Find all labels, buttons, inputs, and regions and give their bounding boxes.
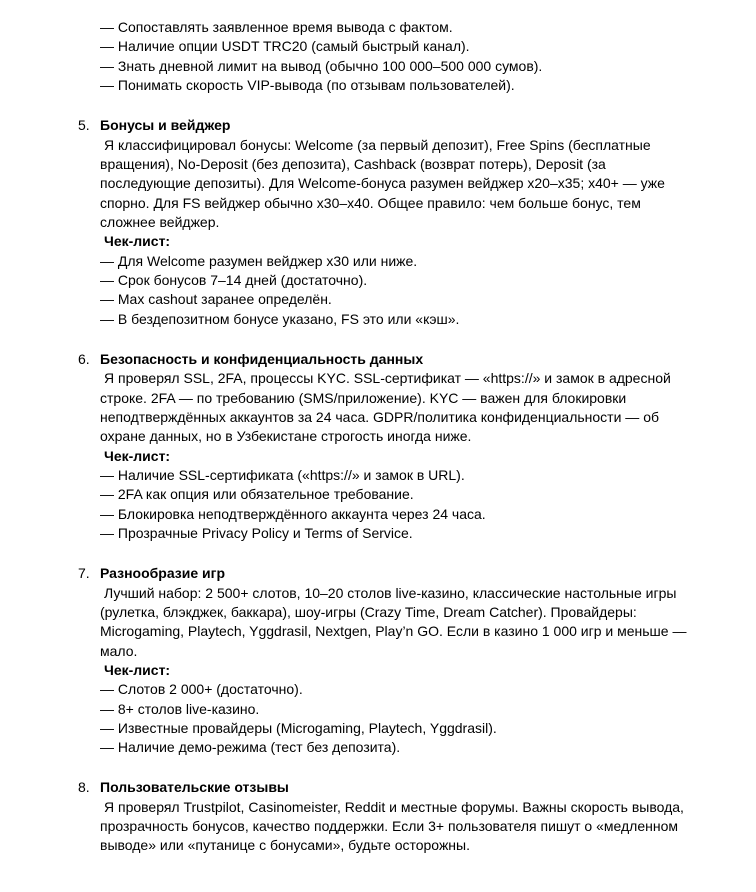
checklist-item: — Наличие SSL-сертификата («https://» и замок в URL). xyxy=(100,466,465,483)
section-user-reviews xyxy=(78,778,692,855)
section-body: Я проверял Trustpilot, Casinomeister, Reddit и местные форумы. Важны скорость вывода, прозрачность бонусов, качество поддержки. Если 3+ пользователя пишут о «медленном выводе» или «путанице с бонусами», будьте осторожны. xyxy=(100,798,684,854)
section-title: Пользовательские отзывы xyxy=(100,779,289,796)
checklist-item: — Наличие демо-режима (тест без депозита). xyxy=(100,739,401,756)
checklist-continuation xyxy=(100,18,692,95)
checklist-heading: Чек-лист: xyxy=(104,447,171,464)
list-number: 5. xyxy=(78,117,90,134)
checklist-item: — Блокировка неподтверждённого аккаунта через 24 часа. xyxy=(100,505,486,522)
checklist-item: — Прозрачные Privacy Policy и Terms of Service. xyxy=(100,524,413,541)
section-title: Безопасность и конфиденциальность данных xyxy=(100,350,424,367)
checklist-item: — Наличие опции USDT TRC20 (самый быстрый канал). xyxy=(100,38,470,55)
checklist-item: — 8+ столов live-казино. xyxy=(100,700,260,717)
document-content xyxy=(78,18,692,856)
section-games xyxy=(78,564,692,757)
checklist-item: — 2FA как опция или обязательное требование. xyxy=(100,486,414,503)
checklist-item: — Для Welcome разумен вейджер x30 или ниже. xyxy=(100,252,418,269)
section-heading xyxy=(78,564,692,583)
checklist-item: — Понимать скорость VIP-вывода (по отзывам пользователей). xyxy=(100,76,515,93)
list-number: 6. xyxy=(78,350,90,367)
section-bonuses xyxy=(78,116,692,329)
section-heading xyxy=(78,778,692,797)
section-heading xyxy=(78,350,692,369)
list-number: 7. xyxy=(78,565,90,582)
checklist-heading: Чек-лист: xyxy=(104,661,171,678)
checklist-heading: Чек-лист: xyxy=(104,233,171,250)
checklist-item: — Срок бонусов 7–14 дней (достаточно). xyxy=(100,271,368,288)
section-security xyxy=(78,350,692,543)
checklist-item: — Слотов 2 000+ (достаточно). xyxy=(100,681,303,698)
checklist-item: — Знать дневной лимит на вывод (обычно 100 000–500 000 сумов). xyxy=(100,57,543,74)
section-heading xyxy=(78,116,692,135)
list-number: 8. xyxy=(78,779,90,796)
checklist-item: — Max cashout заранее определён. xyxy=(100,291,332,308)
checklist-item: — Известные провайдеры (Microgaming, Playtech, Yggdrasil). xyxy=(100,719,497,736)
checklist-item: — В бездепозитном бонусе указано, FS это или «кэш». xyxy=(100,310,460,327)
section-title: Разнообразие игр xyxy=(100,565,226,582)
section-title: Бонусы и вейджер xyxy=(100,117,231,134)
section-body: Лучший набор: 2 500+ слотов, 10–20 столов live-казино, классические настольные игры (рулетка, блэкджек, баккара), шоу-игры (Crazy Time, Dream Catcher). Провайдеры: Microgaming, Playtech, Yggdrasil, Nextgen, Play’n GO. Если в казино 1 000 игр и меньше — мало. xyxy=(100,584,687,659)
checklist-item: — Сопоставлять заявленное время вывода с фактом. xyxy=(100,19,453,35)
section-body: Я классифицировал бонусы: Welcome (за первый депозит), Free Spins (бесплатные вращения), No-Deposit (без депозита), Cashback (возврат потерь), Deposit (за последующие депозиты). Для Welcome-бонуса разумен вейджер x20–x35; x40+ — уже спорно. Для FS вейджер обычно x30–x40. Общее правило: чем больше бонус, тем сложнее вейджер. xyxy=(100,136,665,230)
section-body: Я проверял SSL, 2FA, процессы KYC. SSL-сертификат — «https://» и замок в адресной строке. 2FA — по требованию (SMS/приложение). KYC — важен для блокировки неподтверждённых аккаунтов за 24 часа. GDPR/политика конфиденциальности — об охране данных, но в Узбекистане строгость иногда ниже. xyxy=(100,370,671,445)
